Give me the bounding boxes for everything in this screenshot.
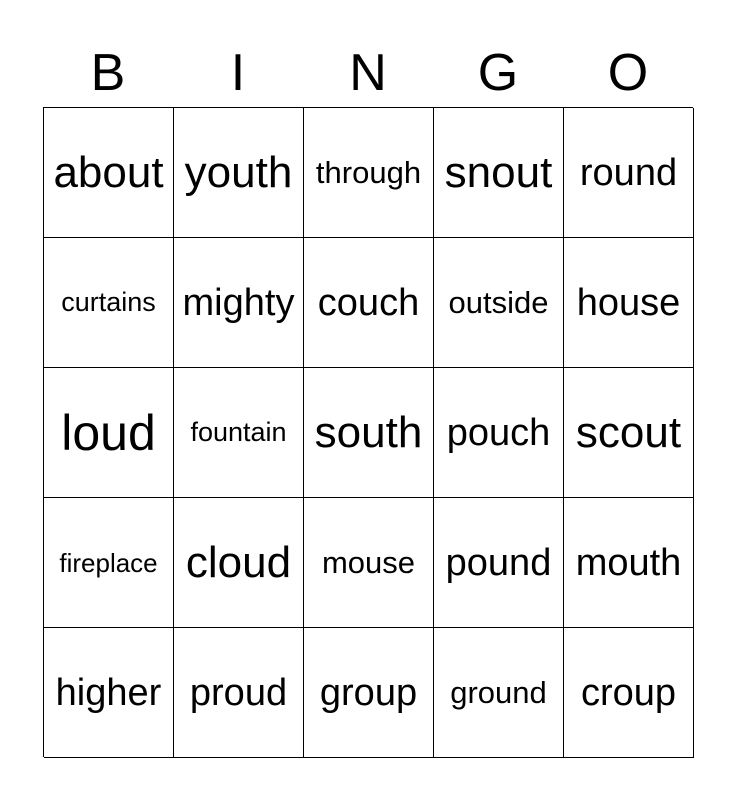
bingo-cell: about — [44, 108, 174, 238]
bingo-cell: through — [304, 108, 434, 238]
bingo-cell: group — [304, 628, 434, 758]
bingo-cell: fountain — [174, 368, 304, 498]
header-letter-o: O — [607, 44, 649, 102]
bingo-cell: croup — [564, 628, 694, 758]
bingo-cell: round — [564, 108, 694, 238]
bingo-cell: mouth — [564, 498, 694, 628]
bingo-cell: couch — [304, 238, 434, 368]
bingo-cell: mouse — [304, 498, 434, 628]
bingo-cell: snout — [434, 108, 564, 238]
bingo-cell: proud — [174, 628, 304, 758]
bingo-cell: pouch — [434, 368, 564, 498]
bingo-cell: higher — [44, 628, 174, 758]
header-letter-b: B — [90, 44, 126, 102]
bingo-cell: ground — [434, 628, 564, 758]
bingo-cell: south — [304, 368, 434, 498]
bingo-board — [43, 107, 693, 757]
bingo-cell: fireplace — [44, 498, 174, 628]
bingo-cell: scout — [564, 368, 694, 498]
bingo-cell: house — [564, 238, 694, 368]
bingo-cell: loud — [44, 368, 174, 498]
bingo-cell: pound — [434, 498, 564, 628]
bingo-cell: cloud — [174, 498, 304, 628]
bingo-header — [43, 40, 693, 106]
bingo-cell: youth — [174, 108, 304, 238]
header-letter-n: N — [349, 44, 387, 102]
header-letter-g: G — [477, 44, 519, 102]
header-letter-i: I — [230, 44, 246, 102]
bingo-cell: outside — [434, 238, 564, 368]
bingo-cell: mighty — [174, 238, 304, 368]
bingo-cell: curtains — [44, 238, 174, 368]
